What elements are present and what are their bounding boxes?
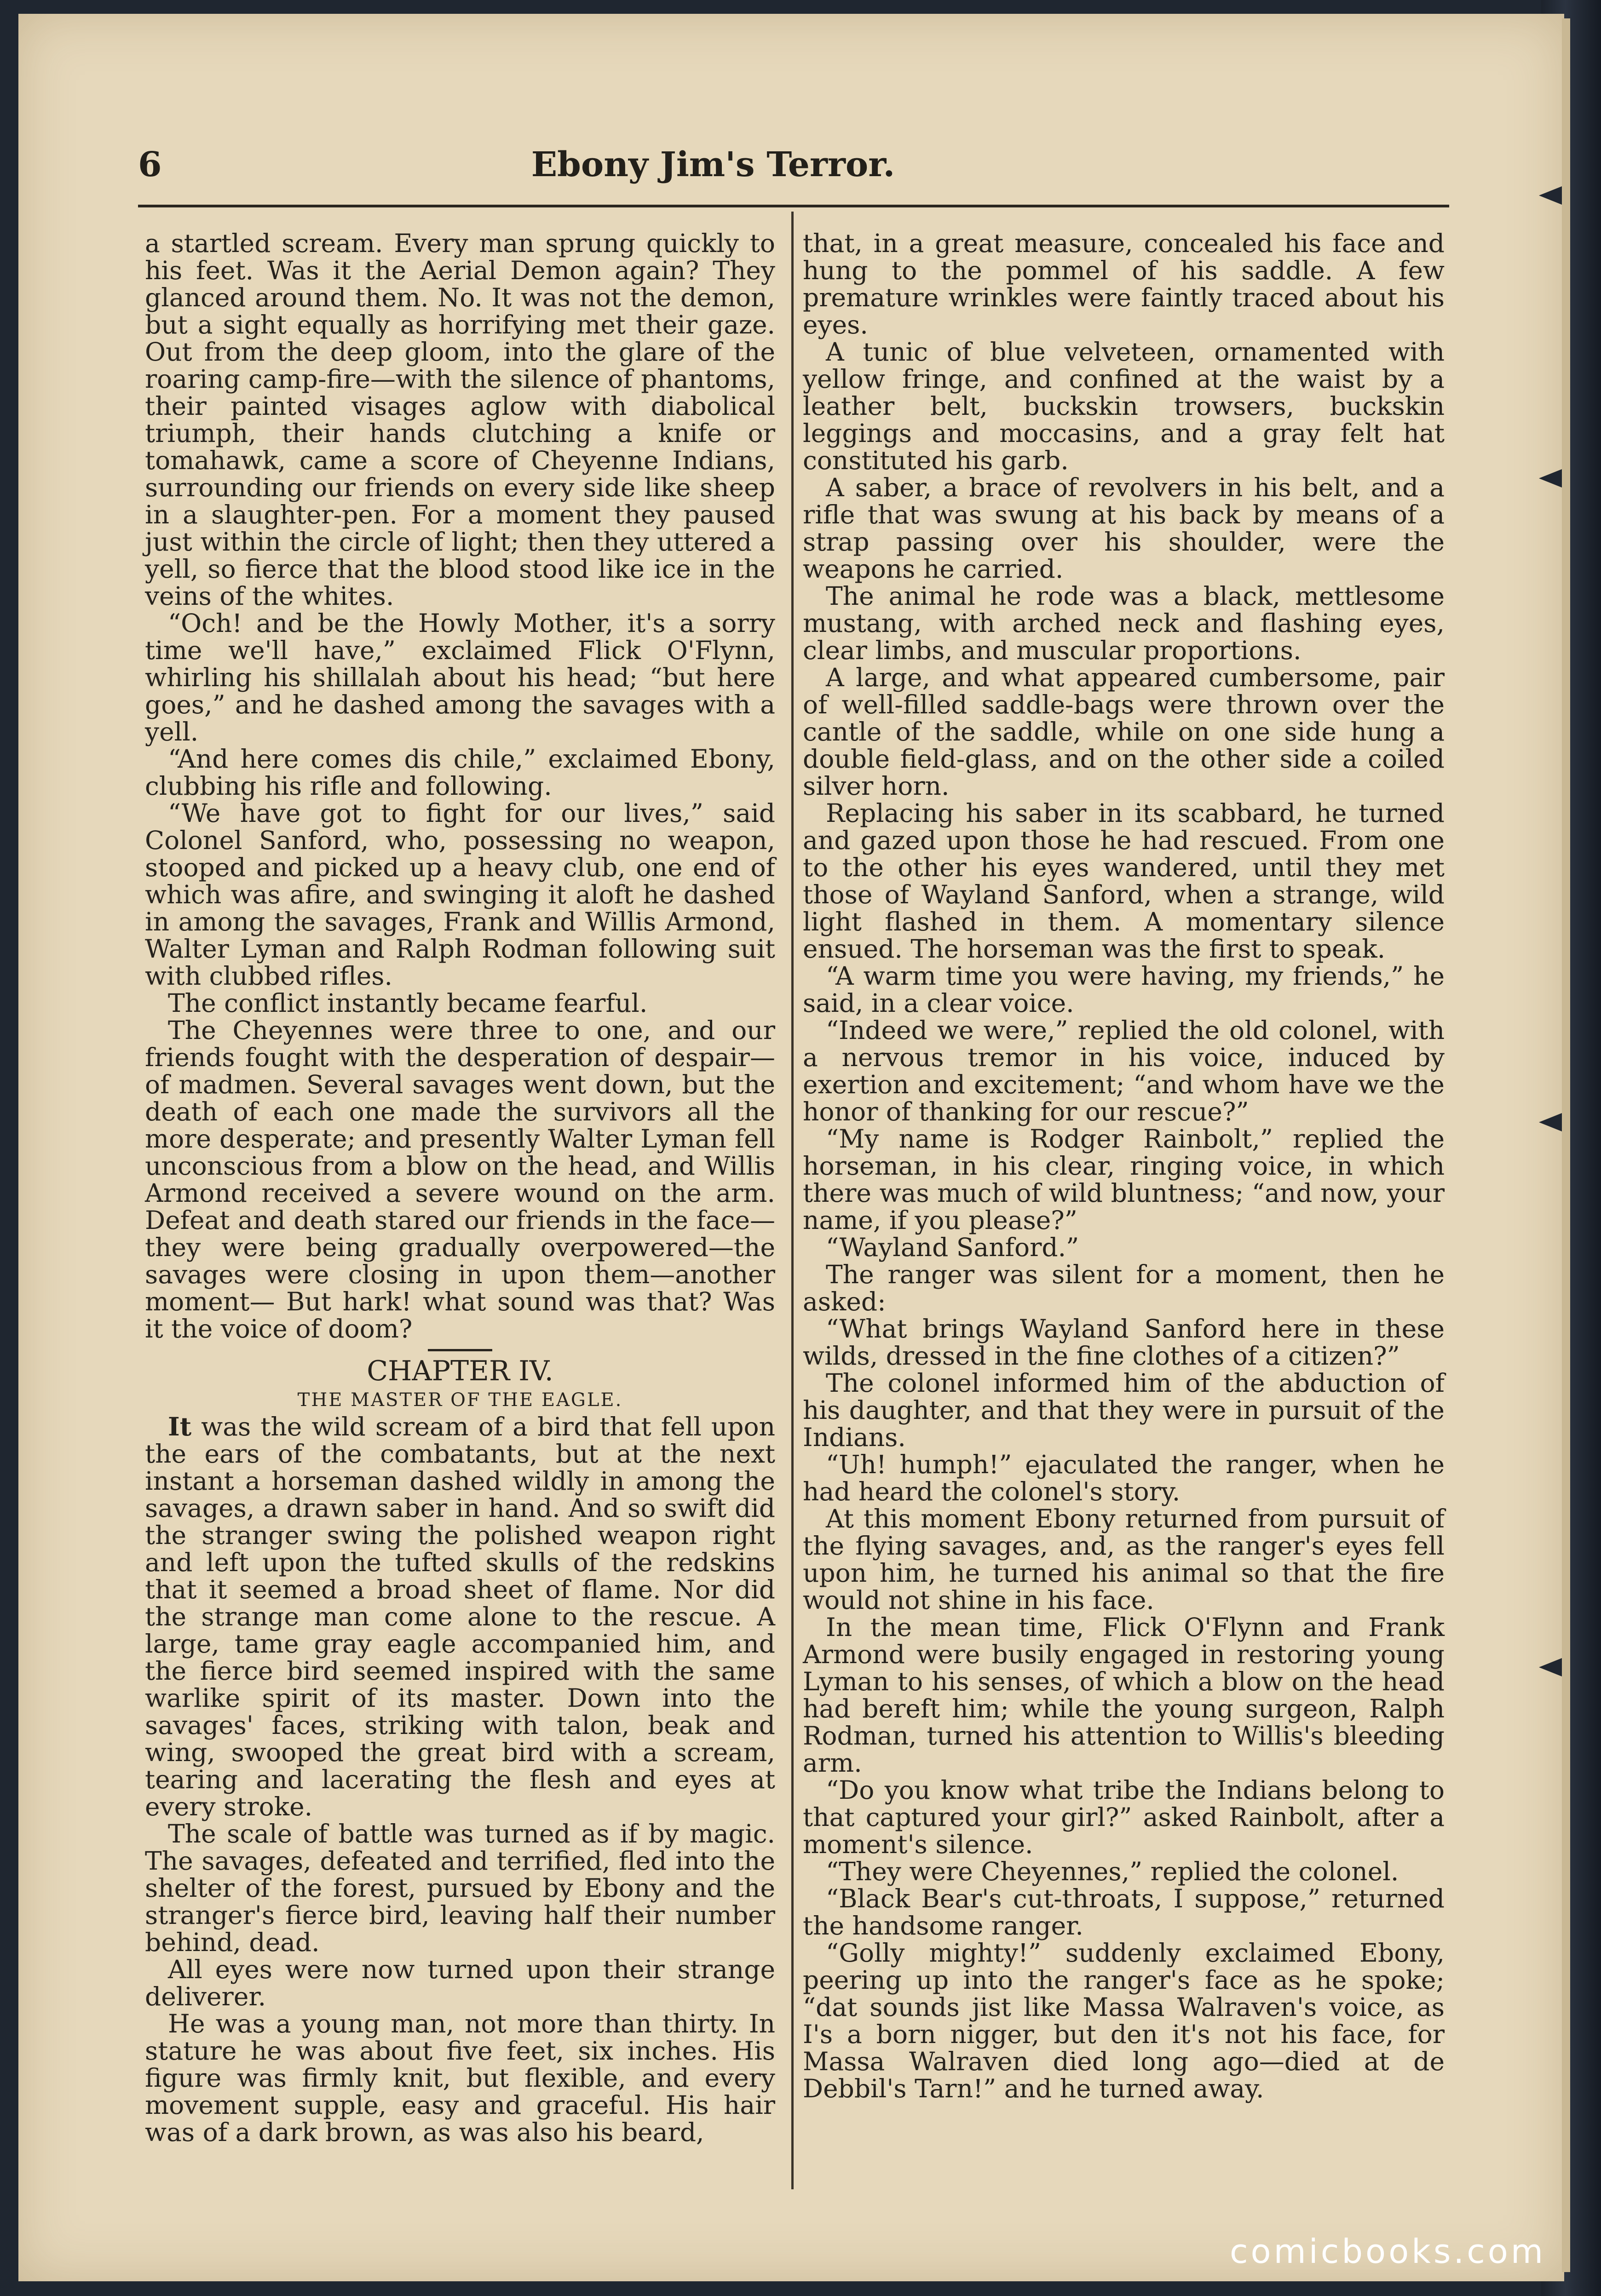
paragraph: The conflict instantly became fearful. (168, 988, 648, 1018)
paragraph: The Cheyennes were three to one, and our friends fought with the desperation of despair—of madmen. Several savages went down, but the death of each one made the survivors all the more desperate; and presently Walter Lyman fell unconscious from a blow on the head, and Willis Armond received a severe wound on the arm. Defeat and death stared our friends in the face—they were being gradually overpowered—the savages were closing in upon them—another moment— But hark! what sound was that? Was it the voice of doom? (145, 1016, 775, 1343)
paragraph: Replacing his saber in its scabbard, he turned and gazed upon those he had rescued. From one to the other his eyes wandered, until they met those of Wayland Sanford, when a strange, wild light flashed in them. A momentary silence ensued. The horseman was the first to speak. (803, 798, 1445, 964)
column-divider (791, 212, 794, 2189)
paragraph: that, in a great measure, concealed his face and hung to the pommel of his saddle. A few premature wrinkles were faintly traced about his eyes. (803, 229, 1445, 339)
paragraph: “We have got to fight for our lives,” said Colonel Sanford, who, possessing no weapon, stooped and picked up a heavy club, one end of which was afire, and swinging it aloft he dashed in among the savages, Frank and Willis Armond, Walter Lyman and Ralph Rodman following suit with clubbed rifles. (145, 798, 775, 991)
paragraph: “A warm time you were having, my friends,” he said, in a clear voice. (803, 961, 1445, 1018)
paragraph: “Indeed we were,” replied the old colonel, with a nervous tremor in his voice, induced by exertion and excitement; “and whom have we the honor of thanking for our rescue?” (803, 1016, 1445, 1126)
paragraph: a startled scream. Every man sprung quickly to his feet. Was it the Aerial Demon again? They glanced around them. No. It was not the demon, but a sight equally as horrifying met their gaze. Out from the deep gloom, into the glare of the roaring camp-fire—with the silence of phantoms, their painted visages aglow with diabolical triumph, their hands clutching a knife or tomahawk, came a score of Cheyenne Indians, surrounding our friends on every side like sheep in a slaughter-pen. For a moment they paused just within the circle of light; then they uttered a yell, so fierce that the blood stood like ice in the veins of the whites. (145, 229, 775, 611)
page-title: Ebony Jim's Terror. (531, 145, 895, 184)
paragraph: “They were Cheyennes,” replied the colonel. (826, 1857, 1399, 1886)
header-rule (138, 205, 1449, 207)
paragraph: At this moment Ebony returned from pursuit of the flying savages, and, as the ranger's eyes fell upon him, he turned his animal so that the fire would not shine in his face. (803, 1504, 1445, 1615)
paragraph: A saber, a brace of revolvers in his belt, and a rifle that was swung at his back by means of a strap passing over his shoulder, were the weapons he carried. (803, 473, 1445, 584)
paragraph: All eyes were now turned upon their strange deliverer. (145, 1955, 775, 2011)
chapter-rule (428, 1349, 492, 1351)
next-page-edge (1562, 18, 1570, 2272)
paragraph: “Black Bear's cut-throats, I suppose,” returned the handsome ranger. (803, 1884, 1445, 1940)
site-watermark: comicbooks.com (1229, 2232, 1546, 2271)
chapter-subtitle: THE MASTER OF THE EAGLE. (297, 1389, 623, 1411)
paragraph: “Wayland Sanford.” (826, 1233, 1079, 1262)
paragraph: A large, and what appeared cumbersome, pair of well-filled saddle-bags were thrown over the cantle of the saddle, while on one side hung a double field-glass, and on the other side a coiled silver horn. (803, 663, 1445, 801)
chapter-opening-text: was the wild scream of a bird that fell upon the ears of the combatants, but at the next instant a horseman dashed wildly in among the savages, a drawn saber in hand. And so swift did the stranger swing the polished weapon right and left upon the tufted skulls of the redskins that it seemed a broad sheet of flame. Nor did the strange man come alone to the rescue. A large, tame gray eagle accompanied him, and the fierce bird seemed inspired with the same warlike spirit of its master. Down into the savages' faces, striking with talon, beak and wing, swooped the great bird with a scream, tearing and lacerating the flesh and eyes at every stroke. (145, 1412, 775, 1821)
paragraph: The ranger was silent for a moment, then he asked: (803, 1260, 1445, 1316)
paragraph: A tunic of blue velveteen, ornamented with yellow fringe, and confined at the waist by a leather belt, buckskin trowsers, buckskin leggings and moccasins, and a gray felt hat constituted his garb. (803, 337, 1445, 475)
page-number: 6 (138, 145, 162, 184)
chapter-opening-paragraph (145, 1413, 775, 1820)
paragraph: He was a young man, not more than thirty. In stature he was about five feet, six inches. His figure was firmly knit, but flexible, and every movement supple, easy and graceful. His hair was of a dark brown, as was also his beard, (145, 2009, 775, 2147)
paragraph: “My name is Rodger Rainbolt,” replied the horseman, in his clear, ringing voice, in which there was much of wild bluntness; “and now, your name, if you please?” (803, 1124, 1445, 1235)
paragraph: “Golly mighty!” suddenly exclaimed Ebony, peering up into the ranger's face as he spoke; “dat sounds jist like Massa Walraven's voice, as I's a born nigger, but den it's not his face, for Massa Walraven died long ago—died at de Debbil's Tarn!” and he turned away. (803, 1938, 1445, 2103)
paragraph: The colonel informed him of the abduction of his daughter, and that they were in pursuit of the Indians. (803, 1368, 1445, 1452)
paragraph: In the mean time, Flick O'Flynn and Frank Armond were busily engaged in restoring young Lyman to his senses, of which a blow on the head had bereft him; while the young surgeon, Ralph Rodman, turned his attention to Willis's bleeding arm. (803, 1613, 1445, 1778)
paragraph: “Uh! humph!” ejaculated the ranger, when he had heard the colonel's story. (803, 1450, 1445, 1506)
running-head (138, 145, 1288, 191)
chapter-initial: It (168, 1412, 192, 1441)
chapter-title: CHAPTER IV. (367, 1355, 553, 1387)
paragraph: “Do you know what tribe the Indians belong to that captured your girl?” asked Rainbolt, after a moment's silence. (803, 1775, 1445, 1859)
paragraph: The animal he rode was a black, mettlesome mustang, with arched neck and flashing eyes, clear limbs, and muscular proportions. (803, 581, 1445, 665)
paragraph: “What brings Wayland Sanford here in these wilds, dressed in the fine clothes of a citizen?” (803, 1314, 1445, 1371)
paragraph: The scale of battle was turned as if by magic. The savages, defeated and terrified, fled into the shelter of the forest, pursued by Ebony and the stranger's fierce bird, leaving half their number behind, dead. (145, 1819, 775, 1957)
left-column (145, 230, 775, 2146)
paragraph: “Och! and be the Howly Mother, it's a sorry time we'll have,” exclaimed Flick O'Flynn, whirling his shillalah about his head; “but here goes,” and he dashed among the savages with a yell. (145, 608, 775, 746)
right-column (803, 230, 1445, 2102)
paragraph: “And here comes dis chile,” exclaimed Ebony, clubbing his rifle and following. (145, 744, 775, 801)
